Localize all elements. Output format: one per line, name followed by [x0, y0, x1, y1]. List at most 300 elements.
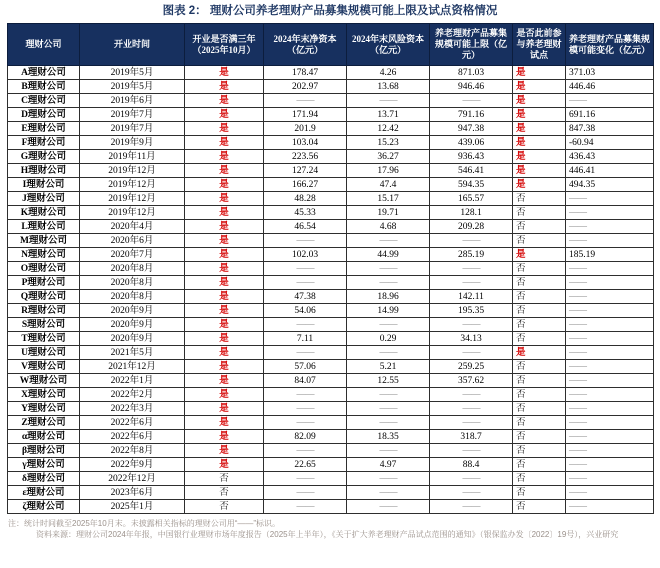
table-cell: ——: [430, 262, 513, 276]
table-cell: 2019年12月: [80, 178, 185, 192]
table-cell: 2020年9月: [80, 304, 185, 318]
table-cell: ——: [566, 276, 654, 290]
table-cell: 2022年6月: [80, 416, 185, 430]
table-cell: 102.03: [264, 248, 347, 262]
table-cell: ——: [566, 304, 654, 318]
table-row: [8, 472, 654, 486]
table-cell: ——: [347, 388, 430, 402]
pension-products-table: [7, 23, 654, 514]
table-cell: 否: [185, 472, 264, 486]
table-cell: 2019年12月: [80, 192, 185, 206]
table-cell: 2023年6月: [80, 486, 185, 500]
table-cell: ——: [264, 346, 347, 360]
table-cell: D理财公司: [8, 108, 80, 122]
table-cell: ——: [430, 416, 513, 430]
table-cell: 185.19: [566, 248, 654, 262]
table-row: [8, 500, 654, 514]
table-cell: 13.71: [347, 108, 430, 122]
table-cell: 936.43: [430, 150, 513, 164]
table-cell: 否: [513, 360, 566, 374]
table-cell: 是: [185, 164, 264, 178]
table-cell: 是: [513, 164, 566, 178]
table-cell: 否: [513, 290, 566, 304]
table-cell: 是: [513, 178, 566, 192]
table-cell: 是: [513, 94, 566, 108]
table-cell: ——: [264, 94, 347, 108]
table-cell: δ理财公司: [8, 472, 80, 486]
table-cell: T理财公司: [8, 332, 80, 346]
table-cell: ——: [347, 472, 430, 486]
table-row: [8, 444, 654, 458]
table-cell: 128.1: [430, 206, 513, 220]
table-cell: 18.96: [347, 290, 430, 304]
table-cell: 否: [185, 486, 264, 500]
table-cell: γ理财公司: [8, 458, 80, 472]
table-cell: 否: [513, 402, 566, 416]
table-cell: 否: [513, 472, 566, 486]
table-cell: 45.33: [264, 206, 347, 220]
table-cell: 446.46: [566, 80, 654, 94]
table-cell: 是: [185, 178, 264, 192]
table-cell: α理财公司: [8, 430, 80, 444]
table-cell: 2019年7月: [80, 108, 185, 122]
table-cell: ——: [264, 486, 347, 500]
table-row: [8, 248, 654, 262]
table-cell: 691.16: [566, 108, 654, 122]
table-row: [8, 430, 654, 444]
table-cell: 2020年4月: [80, 220, 185, 234]
table-cell: 15.23: [347, 136, 430, 150]
column-header: 2024年末净资本（亿元）: [264, 24, 347, 66]
table-cell: 是: [185, 234, 264, 248]
table-cell: 否: [513, 206, 566, 220]
table-cell: 546.41: [430, 164, 513, 178]
table-cell: 是: [513, 80, 566, 94]
table-cell: 是: [185, 80, 264, 94]
table-cell: ——: [566, 262, 654, 276]
table-cell: ——: [566, 220, 654, 234]
table-cell: ——: [264, 402, 347, 416]
table-cell: 47.38: [264, 290, 347, 304]
table-cell: 13.68: [347, 80, 430, 94]
table-row: [8, 486, 654, 500]
table-cell: 318.7: [430, 430, 513, 444]
table-cell: 195.35: [430, 304, 513, 318]
table-cell: 103.04: [264, 136, 347, 150]
table-cell: 是: [185, 192, 264, 206]
table-cell: H理财公司: [8, 164, 80, 178]
table-cell: 否: [513, 220, 566, 234]
table-cell: 4.26: [347, 66, 430, 80]
table-cell: ——: [566, 360, 654, 374]
table-cell: Z理财公司: [8, 416, 80, 430]
table-cell: 15.17: [347, 192, 430, 206]
table-body: [8, 66, 654, 514]
table-cell: ——: [566, 402, 654, 416]
table-cell: 是: [185, 276, 264, 290]
table-cell: 223.56: [264, 150, 347, 164]
table-cell: 14.99: [347, 304, 430, 318]
table-cell: 是: [185, 220, 264, 234]
table-cell: ——: [347, 262, 430, 276]
table-cell: ——: [430, 388, 513, 402]
table-cell: 是: [185, 458, 264, 472]
table-cell: J理财公司: [8, 192, 80, 206]
table-cell: Q理财公司: [8, 290, 80, 304]
table-cell: 是: [185, 374, 264, 388]
table-cell: 是: [185, 388, 264, 402]
table-cell: ——: [566, 430, 654, 444]
table-cell: 88.4: [430, 458, 513, 472]
table-cell: X理财公司: [8, 388, 80, 402]
table-cell: 17.96: [347, 164, 430, 178]
table-row: [8, 304, 654, 318]
column-header: 养老理财产品募集规模可能上限（亿元）: [430, 24, 513, 66]
table-row: [8, 290, 654, 304]
table-cell: 否: [513, 374, 566, 388]
table-cell: ——: [566, 374, 654, 388]
table-row: [8, 262, 654, 276]
table-cell: ——: [430, 486, 513, 500]
table-cell: 2022年8月: [80, 444, 185, 458]
table-cell: ——: [347, 500, 430, 514]
table-cell: 259.25: [430, 360, 513, 374]
table-cell: 446.41: [566, 164, 654, 178]
table-row: [8, 150, 654, 164]
table-cell: 2019年12月: [80, 164, 185, 178]
table-cell: R理财公司: [8, 304, 80, 318]
table-cell: ——: [430, 94, 513, 108]
table-cell: ——: [264, 416, 347, 430]
table-cell: 2019年6月: [80, 94, 185, 108]
table-cell: 2019年5月: [80, 80, 185, 94]
column-header: 养老理财产品募集规模可能变化（亿元）: [566, 24, 654, 66]
table-cell: W理财公司: [8, 374, 80, 388]
table-cell: 34.13: [430, 332, 513, 346]
table-cell: 47.4: [347, 178, 430, 192]
table-cell: 否: [513, 262, 566, 276]
table-cell: 165.57: [430, 192, 513, 206]
table-row: [8, 122, 654, 136]
table-cell: ——: [566, 346, 654, 360]
table-cell: ——: [347, 486, 430, 500]
table-cell: 2022年12月: [80, 472, 185, 486]
table-row: [8, 192, 654, 206]
table-cell: ——: [347, 234, 430, 248]
table-cell: ——: [264, 388, 347, 402]
table-row: [8, 206, 654, 220]
table-cell: 5.21: [347, 360, 430, 374]
table-cell: ——: [430, 444, 513, 458]
table-cell: 2020年8月: [80, 262, 185, 276]
table-cell: 2020年9月: [80, 332, 185, 346]
table-cell: 是: [185, 108, 264, 122]
table-cell: ——: [430, 276, 513, 290]
table-row: [8, 402, 654, 416]
table-row: [8, 80, 654, 94]
table-cell: 2022年9月: [80, 458, 185, 472]
table-row: [8, 346, 654, 360]
table-cell: 是: [185, 360, 264, 374]
table-cell: 82.09: [264, 430, 347, 444]
table-cell: 是: [185, 332, 264, 346]
table-cell: ——: [264, 234, 347, 248]
table-cell: 494.35: [566, 178, 654, 192]
table-cell: ——: [347, 318, 430, 332]
table-cell: 4.97: [347, 458, 430, 472]
table-cell: -60.94: [566, 136, 654, 150]
table-cell: 2022年3月: [80, 402, 185, 416]
table-cell: 否: [513, 304, 566, 318]
table-cell: ——: [566, 458, 654, 472]
table-cell: 2020年8月: [80, 290, 185, 304]
table-cell: 否: [513, 234, 566, 248]
table-cell: 18.35: [347, 430, 430, 444]
table-cell: 是: [513, 346, 566, 360]
table-cell: ——: [264, 472, 347, 486]
table-cell: ——: [566, 444, 654, 458]
table-cell: ——: [347, 94, 430, 108]
table-cell: B理财公司: [8, 80, 80, 94]
table-cell: 371.03: [566, 66, 654, 80]
table-cell: 19.71: [347, 206, 430, 220]
table-cell: ——: [430, 318, 513, 332]
table-cell: 是: [513, 122, 566, 136]
table-cell: N理财公司: [8, 248, 80, 262]
table-cell: 946.46: [430, 80, 513, 94]
table-row: [8, 332, 654, 346]
table-cell: 否: [513, 388, 566, 402]
table-cell: 178.47: [264, 66, 347, 80]
column-header: 开业是否满三年（2025年10月）: [185, 24, 264, 66]
table-cell: 847.38: [566, 122, 654, 136]
table-cell: C理财公司: [8, 94, 80, 108]
table-cell: 127.24: [264, 164, 347, 178]
table-cell: ——: [566, 234, 654, 248]
table-cell: 209.28: [430, 220, 513, 234]
table-cell: 2019年9月: [80, 136, 185, 150]
table-cell: 否: [513, 332, 566, 346]
table-cell: 7.11: [264, 332, 347, 346]
table-row: [8, 234, 654, 248]
table-cell: 是: [513, 108, 566, 122]
table-cell: P理财公司: [8, 276, 80, 290]
table-cell: 是: [513, 248, 566, 262]
table-cell: ——: [347, 276, 430, 290]
table-cell: 22.65: [264, 458, 347, 472]
table-cell: 0.29: [347, 332, 430, 346]
table-cell: 否: [513, 444, 566, 458]
table-cell: 285.19: [430, 248, 513, 262]
table-row: [8, 388, 654, 402]
table-cell: E理财公司: [8, 122, 80, 136]
table-cell: 57.06: [264, 360, 347, 374]
table-cell: ——: [430, 472, 513, 486]
table-row: [8, 164, 654, 178]
table-cell: 是: [185, 290, 264, 304]
column-header: 理财公司: [8, 24, 80, 66]
table-cell: L理财公司: [8, 220, 80, 234]
table-cell: 是: [185, 430, 264, 444]
table-row: [8, 360, 654, 374]
table-cell: ——: [347, 416, 430, 430]
table-cell: 是: [185, 416, 264, 430]
table-cell: 947.38: [430, 122, 513, 136]
table-cell: 2021年12月: [80, 360, 185, 374]
table-cell: Y理财公司: [8, 402, 80, 416]
table-cell: ——: [566, 206, 654, 220]
column-header: 2024年末风险资本（亿元）: [347, 24, 430, 66]
table-cell: ——: [264, 262, 347, 276]
table-cell: V理财公司: [8, 360, 80, 374]
table-cell: 44.99: [347, 248, 430, 262]
table-cell: ——: [430, 346, 513, 360]
table-row: [8, 108, 654, 122]
table-cell: 是: [185, 150, 264, 164]
table-row: [8, 374, 654, 388]
table-row: [8, 94, 654, 108]
table-cell: O理财公司: [8, 262, 80, 276]
table-cell: 否: [513, 430, 566, 444]
table-row: [8, 178, 654, 192]
table-cell: 2020年8月: [80, 276, 185, 290]
table-cell: 2022年1月: [80, 374, 185, 388]
table-cell: 否: [513, 276, 566, 290]
table-cell: ——: [264, 318, 347, 332]
note-source: 资料来源：理财公司2024年年报，中国银行业理财市场年度报告（2025年上半年），《关于扩大养老理财产品试点范围的通知》（银保监办发〔2022〕19号），兴业研究: [36, 530, 619, 539]
table-cell: 否: [513, 500, 566, 514]
table-cell: ——: [566, 388, 654, 402]
column-header: 是否此前参与养老理财试点: [513, 24, 566, 66]
table-cell: ——: [566, 332, 654, 346]
table-row: [8, 458, 654, 472]
table-cell: 439.06: [430, 136, 513, 150]
table-cell: 791.16: [430, 108, 513, 122]
table-cell: 871.03: [430, 66, 513, 80]
table-cell: 是: [185, 136, 264, 150]
table-cell: 36.27: [347, 150, 430, 164]
table-cell: ——: [566, 500, 654, 514]
table-cell: 否: [513, 192, 566, 206]
table-cell: 201.9: [264, 122, 347, 136]
table-cell: ——: [566, 290, 654, 304]
table-cell: β理财公司: [8, 444, 80, 458]
table-cell: 48.28: [264, 192, 347, 206]
table-cell: ——: [264, 500, 347, 514]
table-cell: 2022年6月: [80, 430, 185, 444]
table-row: [8, 220, 654, 234]
table-cell: 2019年11月: [80, 150, 185, 164]
table-cell: 是: [185, 318, 264, 332]
table-cell: 2021年5月: [80, 346, 185, 360]
table-row: [8, 416, 654, 430]
table-header: [8, 24, 654, 66]
table-cell: ——: [347, 402, 430, 416]
table-cell: 12.42: [347, 122, 430, 136]
table-cell: I理财公司: [8, 178, 80, 192]
table-cell: 是: [513, 136, 566, 150]
table-cell: 594.35: [430, 178, 513, 192]
table-cell: 2019年5月: [80, 66, 185, 80]
table-cell: 171.94: [264, 108, 347, 122]
table-cell: ——: [264, 444, 347, 458]
table-cell: 46.54: [264, 220, 347, 234]
table-row: [8, 318, 654, 332]
table-cell: ——: [566, 472, 654, 486]
table-cell: 166.27: [264, 178, 347, 192]
table-cell: 是: [185, 94, 264, 108]
table-cell: ε理财公司: [8, 486, 80, 500]
table-cell: 2019年7月: [80, 122, 185, 136]
table-cell: 是: [185, 206, 264, 220]
table-cell: 2019年12月: [80, 206, 185, 220]
table-cell: ——: [430, 500, 513, 514]
table-cell: A理财公司: [8, 66, 80, 80]
table-cell: 202.97: [264, 80, 347, 94]
table-cell: 否: [185, 500, 264, 514]
table-cell: 是: [185, 66, 264, 80]
table-cell: ——: [430, 402, 513, 416]
table-cell: 4.68: [347, 220, 430, 234]
table-cell: 是: [185, 346, 264, 360]
table-cell: ——: [566, 318, 654, 332]
table-cell: 142.11: [430, 290, 513, 304]
table-cell: 357.62: [430, 374, 513, 388]
table-cell: 否: [513, 486, 566, 500]
table-cell: ——: [347, 346, 430, 360]
footnotes: [8, 518, 660, 540]
table-cell: 2025年1月: [80, 500, 185, 514]
table-cell: ——: [566, 94, 654, 108]
table-cell: 是: [185, 304, 264, 318]
table-cell: 否: [513, 318, 566, 332]
table-cell: 是: [185, 248, 264, 262]
table-row: [8, 276, 654, 290]
table-cell: ——: [566, 486, 654, 500]
table-cell: 是: [513, 66, 566, 80]
table-cell: 2020年9月: [80, 318, 185, 332]
header-row: [8, 24, 654, 66]
table-cell: ζ理财公司: [8, 500, 80, 514]
table-cell: 是: [185, 402, 264, 416]
table-cell: M理财公司: [8, 234, 80, 248]
table-cell: 84.07: [264, 374, 347, 388]
table-cell: F理财公司: [8, 136, 80, 150]
table-cell: K理财公司: [8, 206, 80, 220]
table-cell: 是: [513, 150, 566, 164]
table-cell: 12.55: [347, 374, 430, 388]
column-header: 开业时间: [80, 24, 185, 66]
table-cell: ——: [430, 234, 513, 248]
table-row: [8, 66, 654, 80]
table-cell: ——: [264, 276, 347, 290]
table-cell: 是: [185, 262, 264, 276]
table-cell: 2020年6月: [80, 234, 185, 248]
table-cell: G理财公司: [8, 150, 80, 164]
table-cell: ——: [566, 192, 654, 206]
table-cell: ——: [566, 416, 654, 430]
table-cell: 2020年7月: [80, 248, 185, 262]
note-statistics: 注：统计时间截至2025年10月末。未披露相关指标的理财公司用“——”标识。: [8, 519, 281, 528]
table-cell: 2022年2月: [80, 388, 185, 402]
figure-title: 图表 2： 理财公司养老理财产品募集规模可能上限及试点资格情况: [162, 5, 498, 17]
table-cell: ——: [347, 444, 430, 458]
table-row: [8, 136, 654, 150]
table-cell: 436.43: [566, 150, 654, 164]
table-cell: 是: [185, 122, 264, 136]
table-cell: 否: [513, 458, 566, 472]
table-cell: 否: [513, 416, 566, 430]
